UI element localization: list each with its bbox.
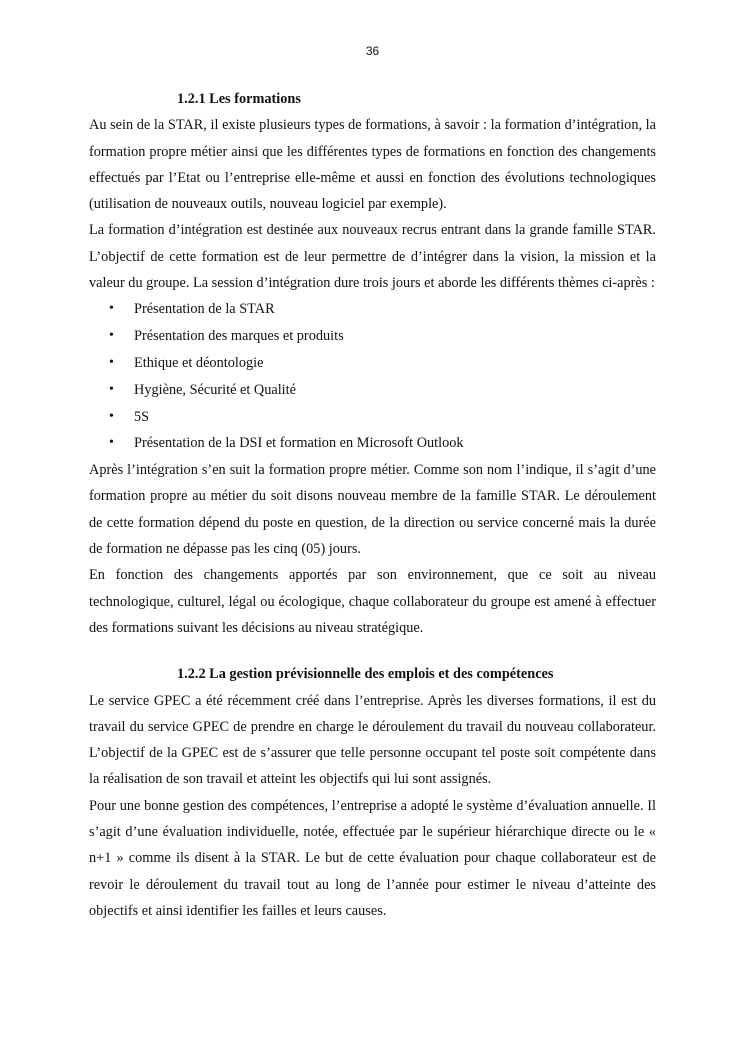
page-number: 36 bbox=[365, 44, 380, 58]
section-spacer bbox=[89, 641, 656, 661]
paragraph-formation-metier: Après l’intégration s’en suit la formation propre métier. Comme son nom l’indique, il s’agit d’une formation propre au métier du soit disons nouveau membre de la famille STAR. Le déroulement de cette formation dépend du poste en question, de la direction ou service concerné mais la durée de formation ne dépasse pas les cinq (05) jours. bbox=[89, 462, 656, 558]
list-item: • Présentation des marques et produits bbox=[107, 323, 656, 350]
list-item: • Présentation de la STAR bbox=[107, 296, 656, 323]
section-heading-gpec: 1.2.2 La gestion prévisionnelle des emplois et des compétences bbox=[177, 666, 554, 683]
list-item: • Présentation de la DSI et formation en Microsoft Outlook bbox=[107, 430, 656, 457]
paragraph-gpec-evaluation: Pour une bonne gestion des compétences, l’entreprise a adopté le système d’évaluation annuelle. Il s’agit d’une évaluation individuelle, notée, effectuée par le supérieur hiérarchique directe ou le « n+1 » comme ils disent à la STAR. Le but de cette évaluation pour chaque collaborateur est de revoir le déroulement du travail tout au long de l’année pour estimer le niveau d’atteinte des objectifs et ainsi identifier les failles et leurs causes. bbox=[89, 797, 656, 919]
paragraph-gpec-service: Le service GPEC a été récemment créé dans l’entreprise. Après les diverses formations, il est du travail du service GPEC de prendre en charge le déroulement du travail du nouveau collaborateur. L’objectif de la GPEC est de s’assurer que telle personne occupant tel poste soit compétente dans la réalisation de son travail et atteint les objectifs qui lui sont assignés. bbox=[89, 692, 656, 788]
paragraph-formation-integration: La formation d’intégration est destinée aux nouveaux recrus entrant dans la grande famille STAR. L’objectif de cette formation est de leur permettre de d’intégrer dans la vision, la mission et la valeur du groupe. La session d’intégration dure trois jours et aborde les différents thèmes ci-après : bbox=[89, 222, 656, 292]
list-item: • Ethique et déontologie bbox=[107, 350, 656, 377]
section-heading-formations: 1.2.1 Les formations bbox=[177, 91, 301, 107]
page-body bbox=[89, 86, 656, 924]
list-item: • 5S bbox=[107, 404, 656, 431]
integration-themes-list bbox=[89, 296, 656, 457]
paragraph-formation-changements: En fonction des changements apportés par son environnement, que ce soit au niveau technologique, culturel, légal ou écologique, chaque collaborateur du groupe est amené à effectuer des formations suivant les décisions au niveau stratégique. bbox=[89, 567, 656, 636]
paragraph-formation-types: Au sein de la STAR, il existe plusieurs types de formations, à savoir : la formation d’intégration, la formation propre métier ainsi que les différentes types de formations en fonction des changements effectués par l’Etat ou l’entreprise elle-même et aussi en fonction des évolutions technologiques (utilisation de nouveaux outils, nouveau logiciel par exemple). bbox=[89, 117, 656, 213]
list-item: • Hygiène, Sécurité et Qualité bbox=[107, 377, 656, 404]
